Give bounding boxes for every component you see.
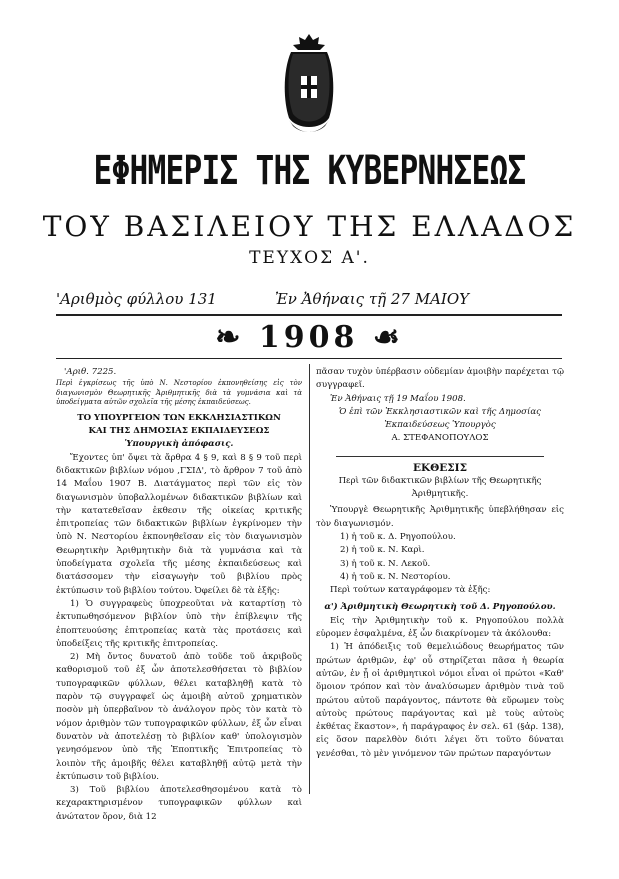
- decision-paragraph-4: 3) Τοῦ βιβλίου ἀποτελεσθησομένου κατὰ τὸ κεχαρακτηρισμένον τυπογραφικῶν φύλλων καὶ ἀνώτατον ὅρον, διὰ 12: [56, 785, 302, 822]
- list-item: 1) ἡ τοῦ κ. Δ. Ρηγοπούλου.: [340, 531, 456, 542]
- year-rule: [56, 358, 562, 359]
- top-rule: [56, 314, 562, 316]
- report-subtitle-2: Ἀριθμητικῆς.: [411, 489, 469, 500]
- kingdom-subtitle: ΤΟΥ ΒΑΣΙΛΕΙΟΥ ΤΗΣ ΕΛΛΑΔΟΣ: [42, 210, 577, 243]
- section-rule: [336, 456, 544, 457]
- section-heading: α') Ἀριθμητικὴ Θεωρητικὴ τοῦ Δ. Ρηγοπούλου.: [324, 602, 556, 613]
- minister-title-2: Ἐκπαιδεύσεως Ὑπουργὸς: [384, 420, 496, 431]
- ministry-line-2: ΚΑΙ ΤΗΣ ΔΗΜΟΣΙΑΣ ΕΚΠΑΙΔΕΥΣΕΩΣ: [88, 426, 270, 437]
- decision-paragraph-1: Ἔχοντες ὑπ' ὄψει τὰ ἄρθρα 4 § 9, καὶ 8 § 9 τοῦ περὶ διδακτικῶν βιβλίων νόμου ,ΓΣΙΔ', τὸ ἄρθρον 7 τοῦ ἀπὸ 14 Μαΐου 1907 Β. Διατάγματος περὶ τῶν εἰς τὸν διαγωνισμὸν ὑποβαλλομένων διδακτικῶν βιβλίων καὶ τὴν κατατεθεῖσαν ἐκθεσιν τῆς οἰκείας κριτικῆς ἐπιτροπείας τῶν διδακτικῶν βιβλίων ἐγκρίνομεν τὴν ὑπὸ Ν. Νεστορίου ἐκπονηθεῖσαν εἰς τὸν διαγωνισμὸν Θεωρητικὴν Ἀριθμητικὴν διὰ τὰ γυμνάσια καὶ τὰ ὑποδείγματα σχολεῖα τῆς μέσης ἐκπαιδεύσεως καὶ διατάσσομεν τὴν εἰσαγωγὴν τοῦ βιβλίου πρὸς ἐκτύπωσιν τοῦ βιβλίου τούτου. Ὀφείλει δὲ τὰ ἑξῆς:: [56, 452, 302, 596]
- issue-date: Ἐν Ἀθήναις τῇ 27 ΜΑΙΟΥ: [275, 290, 470, 308]
- decision-paragraph-cont: πᾶσαν τυχὸν ὑπέρβασιν οὐδεμίαν ἀμοιβὴν παρέχεται τῷ συγγραφεῖ.: [316, 367, 564, 391]
- report-paragraph-2: 1) Ἡ ἀπόδειξις τοῦ θεμελιώδους θεωρήματος τῶν πρώτων ἀριθμῶν, ἐφ' οὗ στηρίζεται πᾶσα ἡ θεωρία αὐτῶν, ἐν ᾗ οἱ ἀριθμητικοὶ νόμοι εἶναι οἱ πρώτοι «Καθ' ὅμοιον τρόπον καὶ τὸν ἀναλύσωμεν ἀριθμὸν τινὰ τοῦ πρώτου αὐτοῦ παράγοντος, πάντοτε θὰ εὕρωμεν τοὺς αὐτοὺς πρώτους παράγοντας καὶ μὲ τοὺς αὐτοὺς ἐκθέτας ἕκαστον», ἡ παράγραφος ἐν σελ. 61 (§ἀρ. 138), εἰς ὅσον παρελθὸν διότι λέγει ὅτι τοῦτο δύναται γενέσθαι, τὸ μὲν γινόμενον τῶν πρώτων παραγόντων: [316, 642, 564, 759]
- list-after: Περὶ τούτων καταγράφομεν τὰ ἑξῆς:: [330, 585, 491, 596]
- decision-heading: Ὑπουργικὴ ἀπόφασις.: [124, 439, 234, 450]
- ornament-left-icon: ❧: [215, 320, 245, 355]
- left-column: [56, 366, 302, 824]
- minister-name: Α. ΣΤΕΦΑΝΟΠΟΥΛΟΣ: [391, 433, 489, 444]
- decision-paragraph-2: 1) Ὁ συγγραφεὺς ὑποχρεοῦται νὰ καταρτίσῃ τὸ ἐκτυπωθησόμενον βιβλίον ὑπὸ τὴν ἐπίβλεψιν τῆς ἐποπτευούσης ἐπιτροπείας κατὰ τὰς προτάσεις καὶ ὑποδείξεις τῆς κριτικῆς ἐπιτροπείας.: [56, 598, 302, 649]
- decision-number: 'Αριθ. 7225.: [64, 367, 117, 377]
- report-paragraph-1: Εἰς τὴν Ἀριθμητικὴν τοῦ κ. Ρηγοπούλου πολλὰ εὑρομεν ἐσφαλμένα, ἐξ ὧν διακρίνομεν τὰ ἀκόλουθα:: [316, 615, 564, 640]
- right-column: [316, 366, 564, 761]
- list-item: 2) ἡ τοῦ κ. Ν. Καρὶ.: [340, 545, 425, 556]
- column-divider: [309, 364, 310, 794]
- list-item: 4) ἡ τοῦ κ. Ν. Νεστορίου.: [340, 571, 451, 582]
- ministry-line-1: ΤΟ ΥΠΟΥΡΓΕΙΟΝ ΤΩΝ ΕΚΚΛΗΣΙΑΣΤΙΚΩΝ: [77, 412, 281, 423]
- report-heading: ΕΚΘΕΣΙΣ: [412, 461, 468, 474]
- ornament-right-icon: ☙: [372, 320, 404, 355]
- decision-paragraph-3: 2) Μὴ ὄντος δυνατοῦ ἀπὸ τοῦδε τοῦ ἀκριβοῦς καθορισμοῦ τοῦ ἐξ ὧν ἀποτελεσθήσεται τὸ βιβλίον τυπογραφικῶν φύλλων, θέλει καταβληθῇ κατὰ τὸ παρὸν τῷ συγγραφεῖ ὡς ἀμοιβὴ αὐτοῦ χρηματικὸν ποσὸν μὴ ὑπερβαῖνον τὸ ἀνάλογον πρὸς τὸν κατὰ τὸ νόμον ἀριθμὸν τῶν τυπογραφικῶν φύλλων, ἐξ ὧν εἶναι δυνατὸν νὰ ἀποτελέσῃ τὸ βιβλίον καθ' ὑπολογισμὸν γενησόμενον ὑπὸ τῆς Ἐποπτικῆς Ἐπιτροπείας τὸ λοιπὸν τῆς ἀμοιβῆς θέλει καταβληθῇ αὐτῷ μετὰ τὴν ἐκτύπωσιν τοῦ βιβλίου.: [56, 652, 302, 782]
- list-item: 3) ἡ τοῦ κ. Ν. Λεκοῦ.: [340, 558, 431, 569]
- decision-summary: Περὶ ἐγκρίσεως τῆς ὑπὸ Ν. Νεστορίου ἐκπονηθείσης εἰς τὸν διαγωνισμὸν Θεωρητικῆς Ἀριθμητικῆς διὰ τὰ γυμνάσια καὶ τὰ ὑποδείγματα αὐτῶν σχολεῖα τῆς μέσης ἐκπαιδεύσεως.: [56, 379, 302, 407]
- report-intro: Ὑπουργὲ Θεωρητικῆς Ἀριθμητικῆς ὑπεβλήθησαν εἰς τὸν διαγωνισμόν.: [316, 505, 564, 529]
- minister-title: Ὁ ἐπὶ τῶν Ἐκκλησιαστικῶν καὶ τῆς Δημοσίας: [339, 406, 541, 417]
- coat-of-arms-icon: [279, 30, 339, 140]
- report-subtitle-1: Περὶ τῶν διδακτικῶν βιβλίων τῆς Θεωρητικῆς: [338, 475, 542, 486]
- place-date: Ἐν Ἀθήναις τῇ 19 Μαΐου 1908.: [330, 393, 466, 404]
- year: ❧ 1908 ☙: [215, 320, 404, 355]
- issue-label: ΤΕΥΧΟΣ Α'.: [249, 248, 370, 268]
- gazette-title: ΕΦΗΜΕΡΙΣ ΤΗΣ ΚΥΒΕΡΝΗΣΕΩΣ: [93, 148, 526, 194]
- sheet-number: 'Αριθμὸς φύλλου 131: [56, 290, 217, 308]
